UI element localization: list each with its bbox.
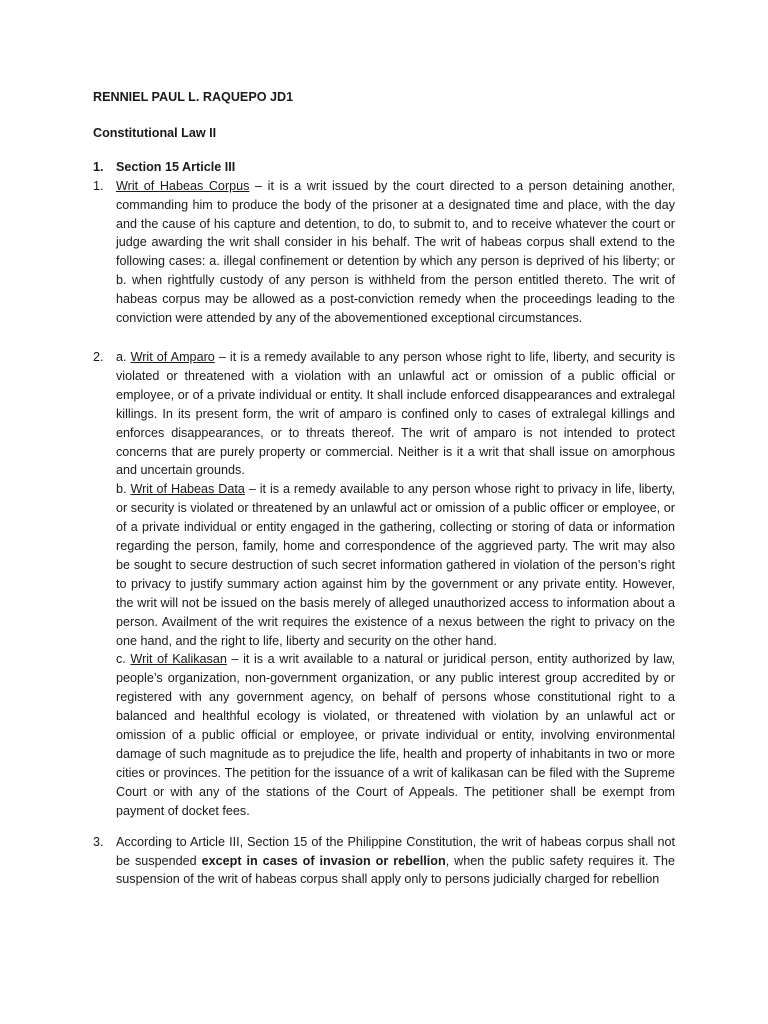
definition-text: – it is a remedy available to any person whose right to privacy in life, liberty, or security is violated or threatened by an unlawful act or omission of a public officer or employee, or of a private individual or entity engaged in the gathering, collecting or storing of data or information regarding the person, family, home and correspondence of the aggrieved party. The writ may also be sought to secure destruction of such secret information gathered in violation of the person’s right to privacy to justify summary action against him by the government or any private entity. However, the writ will not be issued on the basis merely of alleged unauthorized access to information about a person. Availment of the writ requires the existence of a nexus between the right to privacy on the one hand, and the right to life, liberty and security on the other hand.: [116, 482, 675, 648]
item-paragraph: [116, 177, 675, 328]
subitem-amparo: [116, 348, 675, 480]
definition-text: – it is a remedy available to any person whose right to life, liberty, and security is violated or threatened with a violation with an unlawful act or omission of a public official or employee, or of a private individual or entity. It shall include enforced disappearances and extralegal killings. In its present form, the writ of amparo is confined only to cases of extralegal killings and enforces disappearances, or to threats thereof. The writ of amparo is not intended to protect concerns that are purely property or commercial. Neither is it a writ that shall issue on amorphous and uncertain grounds.: [116, 349, 675, 478]
list-item-2: [93, 348, 675, 821]
list-item-number: 2.: [93, 349, 104, 364]
paragraph-text: According to Article III, Section 15 of the Philippine Constitution, the writ of habeas corpus shall not be suspended: [116, 834, 675, 868]
section-heading: [93, 158, 675, 177]
list-item-number: 1.: [93, 178, 104, 193]
document-body: [93, 88, 675, 889]
paragraph-text: , when the public safety requires it. The suspension of the writ of habeas corpus shall apply only to persons judicially charged for rebellion: [116, 853, 675, 887]
subitem-habeas-data: [116, 480, 675, 650]
course-title: Constitutional Law II: [93, 125, 217, 140]
definition-text: – it is a writ issued by the court directed to a person detaining another, commanding him to produce the body of the prisoner at a designated time and place, with the day and the cause of his capture and detention, to do, to submit to, and to receive whatever the court or judge awarding the writ shall consider in his behalf. The writ of habeas corpus shall extend to the following cases: a. illegal confinement or detention by which any person is deprived of his liberty; or b. when rightfully custody of any person is withheld from the person entitled thereto. The writ of habeas corpus may be allowed as a post-conviction remedy when the proceedings leading to the conviction were attended by any of the abovementioned exceptional circumstances.: [116, 178, 676, 326]
author-name: RENNIEL PAUL L. RAQUEPO JD1: [93, 90, 294, 104]
subitem-prefix: c.: [116, 652, 131, 667]
list-item-number: 3.: [93, 834, 104, 849]
subitem-kalikasan: [116, 650, 675, 820]
term-kalikasan: Writ of Kalikasan: [130, 652, 227, 667]
item-paragraph: [116, 833, 675, 890]
term-habeas-data: Writ of Habeas Data: [130, 482, 245, 497]
term-amparo: Writ of Amparo: [130, 349, 215, 364]
term-habeas-corpus: Writ of Habeas Corpus: [116, 178, 250, 193]
section-number: 1.: [93, 159, 104, 174]
subitem-prefix: b.: [116, 482, 131, 497]
list-item-3: [93, 833, 675, 890]
subitem-prefix: a.: [116, 349, 131, 364]
list-item-1: [93, 177, 675, 328]
emphasized-text: except in cases of invasion or rebellion: [201, 853, 446, 868]
section-title: Section 15 Article III: [116, 159, 236, 174]
definition-text: – it is a writ available to a natural or juridical person, entity authorized by law, people’s organization, non-government organization, or any public interest group accredited by or registered with any government agency, on behalf of persons whose constitutional right to a balanced and healthful ecology is violated, or threatened with violation by an unlawful act or omission of a public official or employee, or private individual or entity, involving environmental damage of such magnitude as to prejudice the life, health and property of inhabitants in two or more cities or provinces. The petition for the issuance of a writ of kalikasan can be filed with the Supreme Court or with any of the stations of the Court of Appeals. The petitioner shall be exempt from payment of docket fees.: [116, 652, 675, 818]
